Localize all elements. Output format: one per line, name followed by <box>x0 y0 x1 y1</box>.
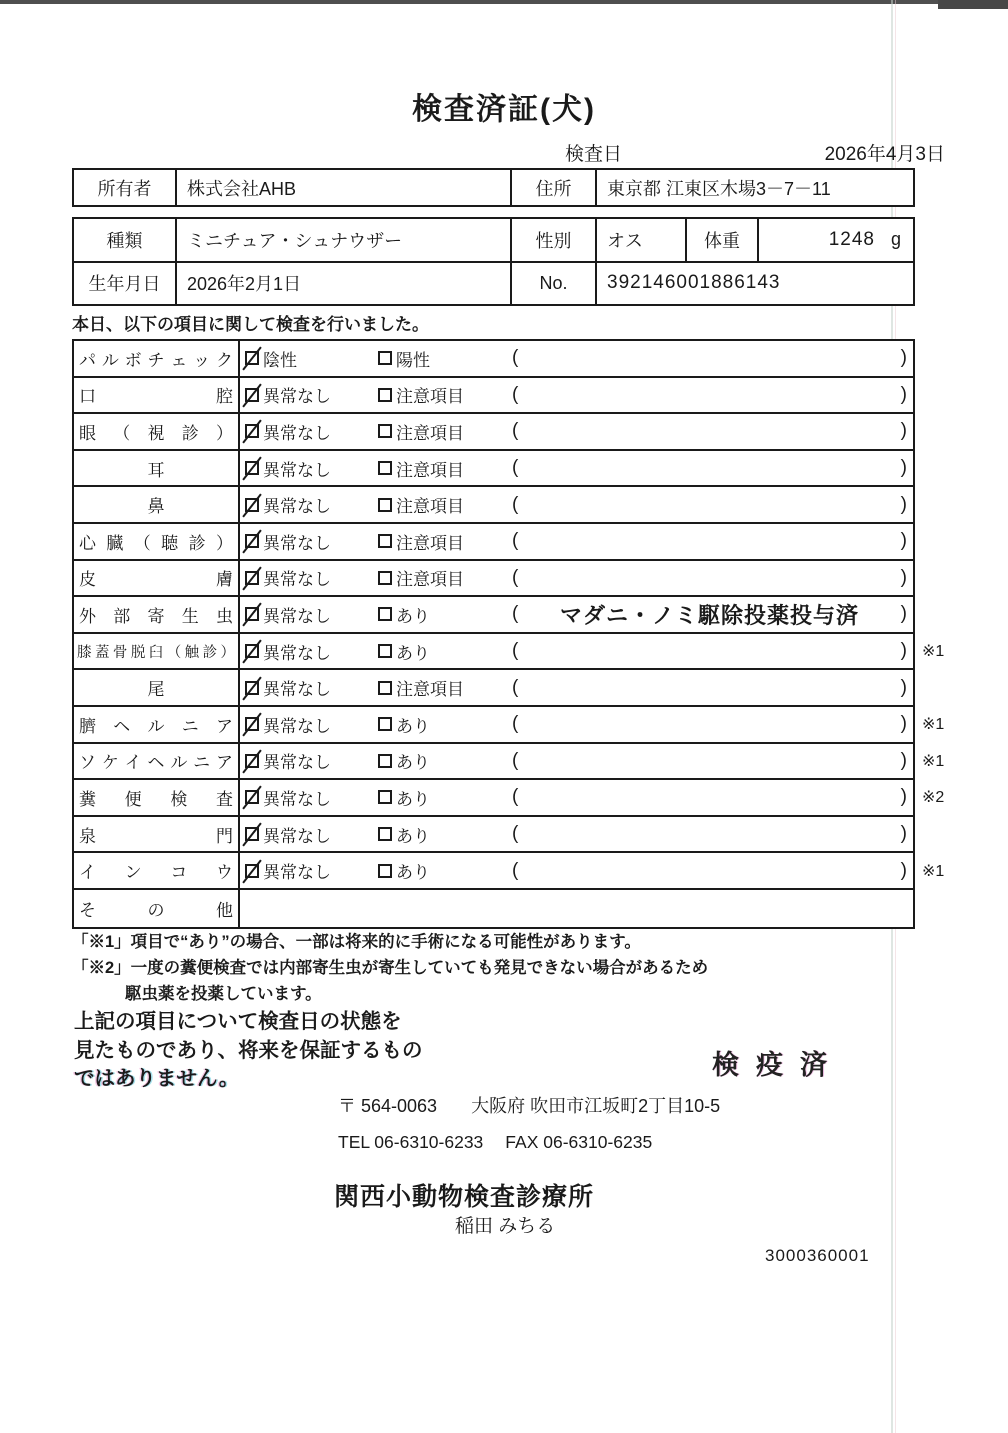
checkbox-icon <box>245 351 259 365</box>
checkbox-icon <box>378 607 392 621</box>
paren-close: ) <box>900 420 907 442</box>
option-label: 異常なし <box>263 460 331 480</box>
row-label: 臍 ヘ ル ニ ア <box>74 707 240 742</box>
footnote-mark: ※1 <box>922 862 945 880</box>
row-label: 心 臓 （ 聴 診 ） <box>74 524 240 559</box>
paren-open: ( <box>512 786 519 808</box>
checkbox-icon <box>245 754 259 768</box>
option-normal <box>245 451 331 486</box>
option-present <box>378 780 430 815</box>
checklist-row-cryptorchidism <box>74 853 945 890</box>
checklist-table <box>72 339 945 929</box>
weight-label: 体重 <box>687 219 759 261</box>
checkbox-icon <box>378 498 392 512</box>
remark-parens <box>512 414 907 449</box>
option-label: あり <box>396 643 430 663</box>
option-label: 陰性 <box>263 350 297 370</box>
address-label: 住所 <box>512 170 597 205</box>
birth-row <box>74 263 913 305</box>
footnote-2-line1: 「※2」一度の糞便検査では内部寄生虫が寄生していても発見できない場合があるため <box>72 959 709 977</box>
inspection-date-value: 2026年4月3日 <box>824 144 945 165</box>
option-label: 注意項目 <box>396 460 464 480</box>
document-title: 検査済証(犬) <box>412 93 596 126</box>
checkbox-icon <box>245 534 259 548</box>
remark-parens <box>512 817 907 852</box>
option-normal <box>245 780 331 815</box>
remark-parens <box>512 524 907 559</box>
option-caution <box>378 414 464 449</box>
checklist-row-inguinal-hernia <box>74 744 945 781</box>
option-normal <box>245 487 331 522</box>
row-label: ソ ケ イ ヘ ル ニ ア <box>74 744 240 779</box>
paren-open: ( <box>512 566 519 588</box>
clinic-tel-line <box>338 1132 652 1153</box>
checkbox-icon <box>245 461 259 475</box>
scan-edge-artifact <box>0 0 1008 4</box>
remark-parens <box>512 451 907 486</box>
checkbox-icon <box>245 864 259 878</box>
option-label: 異常なし <box>263 643 331 663</box>
option-label: 異常なし <box>263 606 331 626</box>
remark-parens <box>512 597 907 632</box>
clinic-postal-line <box>338 1092 720 1118</box>
checkbox-icon <box>245 424 259 438</box>
clinic-postal-code: 〒 564-0063 <box>338 1096 438 1116</box>
option-positive <box>378 341 430 376</box>
checklist-row-skin <box>74 561 913 598</box>
paren-close: ) <box>900 859 907 881</box>
footnote-mark: ※1 <box>922 752 945 770</box>
remark-parens <box>512 634 907 669</box>
remark-parens <box>512 780 907 815</box>
checkbox-icon <box>245 681 259 695</box>
option-label: 注意項目 <box>396 570 464 590</box>
option-label: 異常なし <box>263 497 331 517</box>
quarantine-stamp: 検疫済 <box>712 1050 844 1080</box>
paren-close: ) <box>900 823 907 845</box>
paren-close: ) <box>900 566 907 588</box>
remark-parens <box>512 670 907 705</box>
option-label: 注意項目 <box>396 497 464 517</box>
row-label: 皮 膚 <box>74 561 240 596</box>
option-normal <box>245 707 331 742</box>
checkbox-icon <box>378 571 392 585</box>
breed-label: 種類 <box>74 219 177 261</box>
option-label: あり <box>396 789 430 809</box>
checkbox-icon <box>245 790 259 804</box>
option-label: 注意項目 <box>396 533 464 553</box>
paren-close: ) <box>900 493 907 515</box>
scan-edge-artifact-right <box>938 0 1008 9</box>
paren-open: ( <box>512 859 519 881</box>
row-label: パ ル ボ チ ェ ッ ク <box>74 341 240 376</box>
weight-unit: g <box>890 229 901 250</box>
paren-open: ( <box>512 347 519 369</box>
paren-open: ( <box>512 457 519 479</box>
option-normal <box>245 597 331 632</box>
option-normal <box>245 744 331 779</box>
option-caution <box>378 451 464 486</box>
option-label: あり <box>396 606 430 626</box>
clinic-address: 大阪府 吹田市江坂町2丁目10-5 <box>471 1096 721 1116</box>
checklist-row-eyes <box>74 414 913 451</box>
checkbox-icon <box>245 498 259 512</box>
checklist-row-umbilical-hernia <box>74 707 945 744</box>
checkbox-icon <box>245 388 259 402</box>
checklist-row-heart <box>74 524 913 561</box>
paren-close: ) <box>900 457 907 479</box>
remark-parens <box>512 561 907 596</box>
footnote-mark: ※2 <box>922 789 945 807</box>
sex-value: オス <box>597 219 687 261</box>
checklist-row-external-parasites <box>74 597 913 634</box>
option-present <box>378 597 430 632</box>
sex-label: 性別 <box>512 219 597 261</box>
disclaimer-line3: ではありません。 <box>74 1067 240 1090</box>
checkbox-icon <box>378 388 392 402</box>
owner-table <box>72 168 915 207</box>
checkbox-icon <box>378 534 392 548</box>
owner-value: 株式会社AHB <box>177 170 512 205</box>
option-label: 陽性 <box>396 350 430 370</box>
row-label: 泉 門 <box>74 817 240 852</box>
option-label: あり <box>396 826 430 846</box>
option-label: 異常なし <box>263 533 331 553</box>
option-label: 異常なし <box>263 753 331 773</box>
clinic-name: 関西小動物検査診療所 <box>334 1183 595 1211</box>
option-caution <box>378 670 464 705</box>
checkbox-icon <box>245 717 259 731</box>
option-normal <box>245 634 331 669</box>
remark-parens <box>512 341 907 376</box>
option-label: 異常なし <box>263 789 331 809</box>
paren-open: ( <box>512 749 519 771</box>
option-label: 異常なし <box>263 863 331 883</box>
option-label: 異常なし <box>263 570 331 590</box>
remark-parens <box>512 378 907 413</box>
veterinarian-name: 稲田 みちる <box>455 1216 556 1237</box>
intro-text: 本日、以下の項目に関して検査を行いました。 <box>72 315 429 334</box>
option-label: 異常なし <box>263 680 331 700</box>
option-label: 注意項目 <box>396 387 464 407</box>
checkbox-icon <box>378 717 392 731</box>
row-label: 口 腔 <box>74 378 240 413</box>
animal-info-table <box>72 217 915 306</box>
option-label: 注意項目 <box>396 423 464 443</box>
remark-parens <box>512 707 907 742</box>
paren-close: ) <box>900 347 907 369</box>
checkbox-icon <box>378 790 392 804</box>
option-negative <box>245 341 297 376</box>
option-normal <box>245 378 331 413</box>
footnotes <box>72 929 708 1007</box>
option-normal <box>245 561 331 596</box>
paren-close: ) <box>900 603 907 625</box>
row-label: 尾 <box>74 670 240 705</box>
paren-close: ) <box>900 530 907 552</box>
row-label: 鼻 <box>74 487 240 522</box>
option-normal <box>245 524 331 559</box>
paren-open: ( <box>512 530 519 552</box>
option-label: あり <box>396 716 430 736</box>
paren-close: ) <box>900 383 907 405</box>
option-caution <box>378 524 464 559</box>
checkbox-icon <box>245 571 259 585</box>
option-normal <box>245 853 331 888</box>
paren-open: ( <box>512 603 519 625</box>
checkbox-icon <box>378 754 392 768</box>
row-label: 眼 （ 視 診 ） <box>74 414 240 449</box>
checklist-row-fontanelle <box>74 817 913 854</box>
checkbox-icon <box>245 644 259 658</box>
weight-value: 1248 <box>828 228 875 250</box>
row-label: 耳 <box>74 451 240 486</box>
no-label: No. <box>512 263 597 305</box>
birth-value: 2026年2月1日 <box>177 263 512 305</box>
option-label: あり <box>396 753 430 773</box>
option-caution <box>378 378 464 413</box>
disclaimer-line2: 見たものであり、将来を保証するもの <box>74 1038 423 1062</box>
inspection-date-label: 検査日 <box>565 144 623 165</box>
remark-text: マダニ・ノミ駆除投薬投与済 <box>559 602 859 628</box>
paren-close: ) <box>900 713 907 735</box>
option-present <box>378 744 430 779</box>
footnote-mark: ※1 <box>922 643 945 661</box>
checkbox-icon <box>378 351 392 365</box>
checkbox-icon <box>245 827 259 841</box>
option-label: あり <box>396 863 430 883</box>
row-label: 膝 蓋 骨 脱 臼 （ 触 診 ） <box>74 634 240 669</box>
option-present <box>378 707 430 742</box>
inspection-date-row <box>565 139 945 166</box>
checkbox-icon <box>378 681 392 695</box>
remark-parens <box>512 744 907 779</box>
checklist-row-tail <box>74 670 913 707</box>
disclaimer <box>74 1008 423 1094</box>
option-label: 異常なし <box>263 423 331 443</box>
checkbox-icon <box>245 607 259 621</box>
checkbox-icon <box>378 827 392 841</box>
option-present <box>378 817 430 852</box>
paren-open: ( <box>512 383 519 405</box>
checklist-row-patella <box>74 634 945 671</box>
footnote-mark: ※1 <box>922 716 945 734</box>
weight-cell <box>759 219 913 261</box>
row-label: 糞 便 検 査 <box>74 780 240 815</box>
owner-label: 所有者 <box>74 170 177 205</box>
checkbox-icon <box>378 424 392 438</box>
option-label: 異常なし <box>263 826 331 846</box>
checklist-row-nose <box>74 487 913 524</box>
option-normal <box>245 670 331 705</box>
address-value: 東京都 江東区木場3－7－11 <box>607 178 831 199</box>
paren-open: ( <box>512 420 519 442</box>
breed-row <box>74 219 913 263</box>
paren-close: ) <box>900 676 907 698</box>
option-normal <box>245 414 331 449</box>
document-code: 3000360001 <box>765 1246 870 1265</box>
row-label: イ ン コ ウ <box>74 853 240 888</box>
disclaimer-line1: 上記の項目について検査日の状態を <box>74 1010 402 1033</box>
row-label: 外 部 寄 生 虫 <box>74 597 240 632</box>
row-label: そ の 他 <box>74 890 240 927</box>
checkbox-icon <box>378 864 392 878</box>
checklist-row-ears <box>74 451 913 488</box>
paren-open: ( <box>512 823 519 845</box>
clinic-tel: TEL 06-6310-6233 <box>338 1132 484 1152</box>
option-caution <box>378 561 464 596</box>
paren-open: ( <box>512 676 519 698</box>
paren-close: ) <box>900 786 907 808</box>
remark-parens <box>512 853 907 888</box>
paren-close: ) <box>900 640 907 662</box>
option-caution <box>378 487 464 522</box>
paren-open: ( <box>512 640 519 662</box>
clinic-fax: FAX 06-6310-6235 <box>505 1132 653 1152</box>
other-empty-cell <box>240 890 913 927</box>
checklist-row-other <box>74 890 913 927</box>
paren-close: ) <box>900 749 907 771</box>
checklist-row-oral <box>74 378 913 415</box>
option-label: 異常なし <box>263 387 331 407</box>
option-present <box>378 634 430 669</box>
option-label: 注意項目 <box>396 680 464 700</box>
option-normal <box>245 817 331 852</box>
footnote-2-line2: 駆虫薬を投薬しています。 <box>125 985 322 1003</box>
option-label: 異常なし <box>263 716 331 736</box>
remark-parens <box>512 487 907 522</box>
paren-open: ( <box>512 493 519 515</box>
paren-open: ( <box>512 713 519 735</box>
checklist-row-parvo <box>74 341 913 378</box>
checkbox-icon <box>378 644 392 658</box>
breed-value: ミニチュア・シュナウザー <box>177 219 512 261</box>
no-value: 392146001886143 <box>607 272 781 294</box>
checkbox-icon <box>378 461 392 475</box>
checklist-row-fecal-exam <box>74 780 945 817</box>
birth-label: 生年月日 <box>74 263 177 305</box>
footnote-1: 「※1」項目で“あり”の場合、一部は将来的に手術になる可能性があります。 <box>72 933 641 951</box>
option-present <box>378 853 430 888</box>
